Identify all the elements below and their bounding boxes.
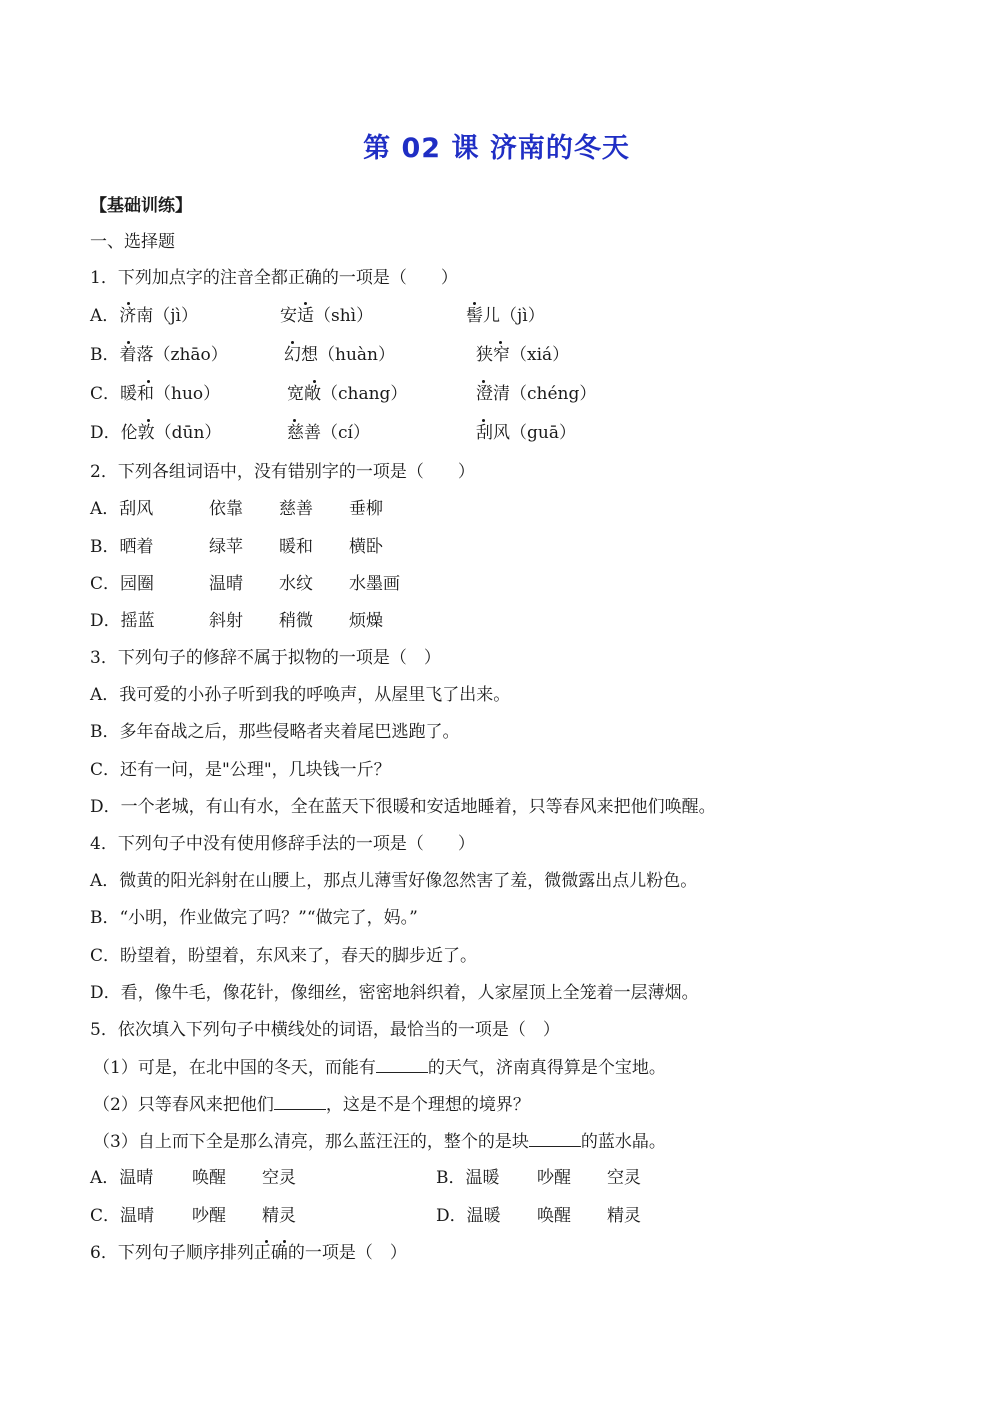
q2-option-c-1: C．园圈 [90, 574, 155, 594]
q2-option-d-4: 烦燥 [349, 611, 383, 631]
q5-option-a-3: 空灵 [262, 1168, 296, 1188]
emphasis-dot [127, 341, 130, 344]
q5-option-c-2: 吵醒 [192, 1206, 226, 1226]
q1-option-d-2: 慈善（cí） [287, 423, 370, 443]
emphasis-dot [313, 380, 316, 383]
q5-option-a-2: 唤醒 [192, 1168, 226, 1188]
q5-option-b-2: 吵醒 [537, 1168, 571, 1188]
q5-option-c-1: C．温晴 [90, 1206, 155, 1226]
q5-sentence-1 [93, 1056, 666, 1079]
question-5-stem: 5．依次填入下列句子中横线处的词语，最恰当的一项是（ ） [90, 1020, 560, 1040]
q2-option-a-2: 依靠 [209, 499, 243, 519]
q1-option-b-2: 幻想（huàn） [284, 345, 395, 365]
q2-option-d-3: 稍微 [279, 611, 313, 631]
q2-option-a-1: A．刮风 [90, 499, 154, 519]
q3-option-d: D．一个老城，有山有水，全在蓝天下很暖和安适地睡着，只等春风来把他们唤醒。 [90, 797, 716, 817]
q4-option-b: B．“小明，作业做完了吗？”“做完了，妈。” [90, 908, 418, 928]
q1-option-a-2: 安适（shì） [280, 306, 374, 326]
q2-option-c-4: 水墨画 [349, 574, 400, 594]
question-2-stem: 2．下列各组词语中，没有错别字的一项是（ ） [90, 462, 475, 482]
q1-option-d-1: D．伦敦（dūn） [90, 423, 222, 443]
q3-option-a: A．我可爱的小孙子听到我的呼唤声，从屋里飞了出来。 [90, 685, 511, 705]
q2-option-b-1: B．晒着 [90, 537, 154, 557]
q2-option-d-1: D．摇蓝 [90, 611, 155, 631]
q5-option-d-2: 唤醒 [537, 1206, 571, 1226]
q2-option-a-4: 垂柳 [349, 499, 383, 519]
q3-option-b: B．多年奋战之后，那些侵略者夹着尾巴逃跑了。 [90, 722, 460, 742]
emphasis-dot [283, 1240, 286, 1243]
q1-option-c-3: 澄清（chéng） [476, 384, 597, 404]
q2-option-d-2: 斜射 [209, 611, 243, 631]
q5-option-d-3: 精灵 [607, 1206, 641, 1226]
fill-blank [274, 1093, 326, 1110]
question-1-stem: 1．下列加点字的注音全都正确的一项是（ ） [90, 268, 458, 288]
emphasis-dot [473, 302, 476, 305]
q5-sentence-2 [93, 1093, 530, 1116]
q1-option-b-3: 狭窄（xiá） [476, 345, 570, 365]
q2-option-b-4: 横卧 [349, 537, 383, 557]
emphasis-dot [127, 302, 130, 305]
fill-blank [529, 1130, 581, 1147]
q5-sentence-2-end: ，这是不是个理想的境界？ [325, 1095, 530, 1115]
emphasis-dot [147, 419, 150, 422]
section-heading: 【基础训练】 [90, 196, 192, 216]
question-3-stem: 3．下列句子的修辞不属于拟物的一项是（ ） [90, 648, 441, 668]
page-title: 第 02 课 济南的冬天 [363, 133, 630, 164]
emphasis-dot [482, 380, 485, 383]
emphasis-dot [265, 1240, 268, 1243]
emphasis-dot [291, 341, 294, 344]
q4-option-a: A．微黄的阳光斜射在山腰上，那点儿薄雪好像忽然害了羞，微微露出点儿粉色。 [90, 871, 698, 891]
q4-option-c: C．盼望着，盼望着，东风来了，春天的脚步近了。 [90, 946, 478, 966]
q5-sentence-3 [93, 1130, 666, 1153]
q2-option-b-3: 暖和 [279, 537, 313, 557]
q1-option-c-1: C．暖和（huo） [90, 384, 221, 404]
q4-option-d: D．看，像牛毛，像花针，像细丝，密密地斜织着，人家屋顶上全笼着一层薄烟。 [90, 983, 699, 1003]
q5-sentence-1-start: （1）可是，在北中国的冬天，而能有 [93, 1058, 376, 1078]
q5-option-c-3: 精灵 [262, 1206, 296, 1226]
part-heading: 一、选择题 [90, 232, 175, 252]
q5-sentence-1-end: 的天气，济南真得算是个宝地。 [427, 1058, 666, 1078]
emphasis-dot [304, 302, 307, 305]
q5-option-b-1: B．温暖 [436, 1168, 500, 1188]
q1-option-b-1: B．着落（zhāo） [90, 345, 228, 365]
q2-option-b-2: 绿苹 [209, 537, 243, 557]
question-6-stem: 6．下列句子顺序排列正确的一项是（ ） [90, 1243, 407, 1263]
q5-sentence-3-end: 的蓝水晶。 [580, 1132, 666, 1152]
fill-blank [376, 1056, 428, 1073]
q5-sentence-2-start: （2）只等春风来把他们 [93, 1095, 274, 1115]
q5-option-a-1: A．温晴 [90, 1168, 154, 1188]
emphasis-dot [293, 419, 296, 422]
q1-option-d-3: 刮风（guā） [476, 423, 576, 443]
q5-option-d-1: D．温暖 [436, 1206, 501, 1226]
q3-option-c: C．还有一问，是"公理"，几块钱一斤？ [90, 760, 391, 780]
q2-option-c-3: 水纹 [279, 574, 313, 594]
q2-option-a-3: 慈善 [279, 499, 313, 519]
question-4-stem: 4．下列句子中没有使用修辞手法的一项是（ ） [90, 834, 475, 854]
emphasis-dot [147, 380, 150, 383]
emphasis-dot [482, 419, 485, 422]
q1-option-c-2: 宽敞（chang） [287, 384, 408, 404]
q5-sentence-3-start: （3）自上而下全是那么清亮，那么蓝汪汪的，整个的是块 [93, 1132, 529, 1152]
q1-option-a-1: A．济南（jì） [90, 306, 198, 326]
q2-option-c-2: 温晴 [209, 574, 243, 594]
q5-option-b-3: 空灵 [607, 1168, 641, 1188]
q1-option-a-3: 髻儿（jì） [466, 306, 545, 326]
emphasis-dot [499, 341, 502, 344]
